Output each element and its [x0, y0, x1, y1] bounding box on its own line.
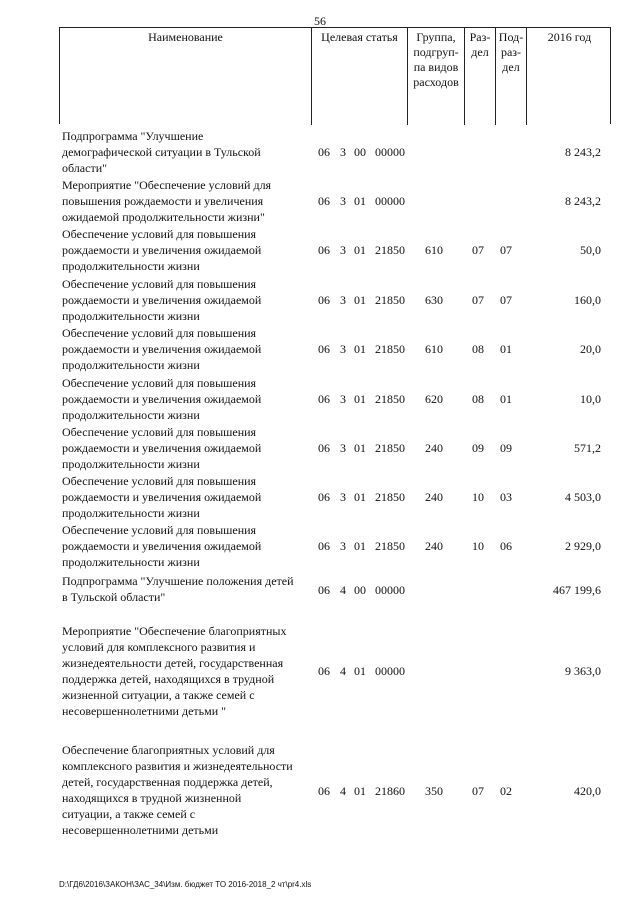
target-part-3: 01 [354, 441, 366, 455]
subsection: 03 [500, 490, 512, 504]
table-header [59, 27, 611, 124]
target-part-2: 3 [340, 293, 346, 307]
subsection: 07 [500, 243, 512, 257]
expense-group: 630 [425, 293, 443, 307]
target-part-3: 01 [354, 342, 366, 356]
target-part-3: 01 [354, 539, 366, 553]
target-part-2: 3 [340, 342, 346, 356]
amount: 420,0 [574, 784, 601, 798]
amount: 10,0 [580, 392, 601, 406]
amount: 9 363,0 [565, 664, 601, 678]
target-part-2: 4 [340, 583, 346, 597]
target-part-4: 00000 [375, 145, 405, 159]
target-part-3: 01 [354, 664, 366, 678]
target-part-2: 3 [340, 392, 346, 406]
row-name: Мероприятие "Обеспечение благоприятных условий для комплексного развития и жизнедеятельности детей, государственная поддержка детей, находящихся в трудной жизненной ситуации, а также семей с несовершеннолетними детьми " [62, 624, 287, 718]
target-part-4: 21850 [375, 392, 405, 406]
section: 07 [472, 243, 484, 257]
target-part-1: 06 [318, 784, 330, 798]
row-name: Обеспечение условий для повышения рождаемости и увеличения ожидаемой продолжительности жизни [62, 227, 262, 273]
target-part-1: 06 [318, 243, 330, 257]
header-year: 2016 год [526, 28, 612, 125]
target-part-2: 3 [340, 539, 346, 553]
amount: 8 243,2 [565, 145, 601, 159]
row-name: Подпрограмма "Улучшение положения детей в Тульской области" [62, 574, 294, 604]
target-part-3: 01 [354, 243, 366, 257]
row-name: Обеспечение благоприятных условий для комплексного развития и жизнедеятельности детей, государственная поддержка детей, находящихся в трудной жизненной ситуации, а также семей с несовершеннолетними детьми [62, 743, 293, 837]
header-group: Группа, подгруп- па видов расходов [407, 28, 464, 125]
row-name: Обеспечение условий для повышения рождаемости и увеличения ожидаемой продолжительности жизни [62, 277, 262, 323]
header-name: Наименование [148, 30, 223, 44]
target-part-4: 21850 [375, 293, 405, 307]
target-part-2: 3 [340, 194, 346, 208]
target-part-1: 06 [318, 539, 330, 553]
section: 07 [472, 293, 484, 307]
target-part-4: 00000 [375, 664, 405, 678]
target-part-2: 3 [340, 441, 346, 455]
row-name: Обеспечение условий для повышения рождаемости и увеличения ожидаемой продолжительности жизни [62, 474, 262, 520]
target-part-1: 06 [318, 392, 330, 406]
section: 09 [472, 441, 484, 455]
expense-group: 240 [425, 490, 443, 504]
target-part-4: 21850 [375, 441, 405, 455]
amount: 50,0 [580, 243, 601, 257]
header-target: Целевая статья [311, 28, 407, 125]
target-part-4: 21850 [375, 243, 405, 257]
row-name: Мероприятие "Обеспечение условий для повышения рождаемости и увеличения ожидаемой продолжительности жизни" [62, 178, 272, 224]
subsection: 01 [500, 342, 512, 356]
subsection: 06 [500, 539, 512, 553]
header-subsection: Под- раз- дел [495, 28, 526, 125]
target-part-2: 3 [340, 145, 346, 159]
section: 08 [472, 342, 484, 356]
expense-group: 240 [425, 441, 443, 455]
target-part-4: 21850 [375, 490, 405, 504]
target-part-4: 21860 [375, 784, 405, 798]
target-part-2: 4 [340, 784, 346, 798]
target-part-4: 00000 [375, 583, 405, 597]
section: 08 [472, 392, 484, 406]
target-part-3: 00 [354, 145, 366, 159]
row-name: Подпрограмма "Улучшение демографической ситуации в Тульской области" [62, 129, 261, 175]
expense-group: 610 [425, 243, 443, 257]
target-part-1: 06 [318, 441, 330, 455]
target-part-3: 01 [354, 293, 366, 307]
subsection: 01 [500, 392, 512, 406]
amount: 2 929,0 [565, 539, 601, 553]
target-part-3: 01 [354, 784, 366, 798]
expense-group: 350 [425, 784, 443, 798]
section: 10 [472, 490, 484, 504]
row-name: Обеспечение условий для повышения рождаемости и увеличения ожидаемой продолжительности жизни [62, 523, 262, 569]
subsection: 07 [500, 293, 512, 307]
page-number: 56 [314, 14, 326, 28]
target-part-1: 06 [318, 664, 330, 678]
header-section: Раз- дел [464, 28, 495, 125]
target-part-1: 06 [318, 145, 330, 159]
target-part-3: 00 [354, 583, 366, 597]
amount: 467 199,6 [553, 583, 601, 597]
row-name: Обеспечение условий для повышения рождаемости и увеличения ожидаемой продолжительности жизни [62, 326, 262, 372]
target-part-1: 06 [318, 293, 330, 307]
target-part-4: 21850 [375, 342, 405, 356]
amount: 4 503,0 [565, 490, 601, 504]
target-part-1: 06 [318, 194, 330, 208]
subsection: 02 [500, 784, 512, 798]
target-part-1: 06 [318, 583, 330, 597]
target-part-2: 3 [340, 243, 346, 257]
row-name: Обеспечение условий для повышения рождаемости и увеличения ожидаемой продолжительности жизни [62, 376, 262, 422]
section: 07 [472, 784, 484, 798]
file-path-footer: D:\ГД6\2016\ЗАКОН\ЗАС_34\Изм. бюджет ТО 2016-2018_2 чт\pr4.xls [59, 880, 312, 889]
target-part-4: 21850 [375, 539, 405, 553]
expense-group: 610 [425, 342, 443, 356]
target-part-3: 01 [354, 392, 366, 406]
target-part-1: 06 [318, 490, 330, 504]
section: 10 [472, 539, 484, 553]
expense-group: 620 [425, 392, 443, 406]
expense-group: 240 [425, 539, 443, 553]
amount: 20,0 [580, 342, 601, 356]
amount: 8 243,2 [565, 194, 601, 208]
row-name: Обеспечение условий для повышения рождаемости и увеличения ожидаемой продолжительности жизни [62, 425, 262, 471]
target-part-4: 00000 [375, 194, 405, 208]
subsection: 09 [500, 441, 512, 455]
target-part-2: 3 [340, 490, 346, 504]
target-part-2: 4 [340, 664, 346, 678]
target-part-3: 01 [354, 194, 366, 208]
target-part-1: 06 [318, 342, 330, 356]
amount: 160,0 [574, 293, 601, 307]
amount: 571,2 [574, 441, 601, 455]
target-part-3: 01 [354, 490, 366, 504]
